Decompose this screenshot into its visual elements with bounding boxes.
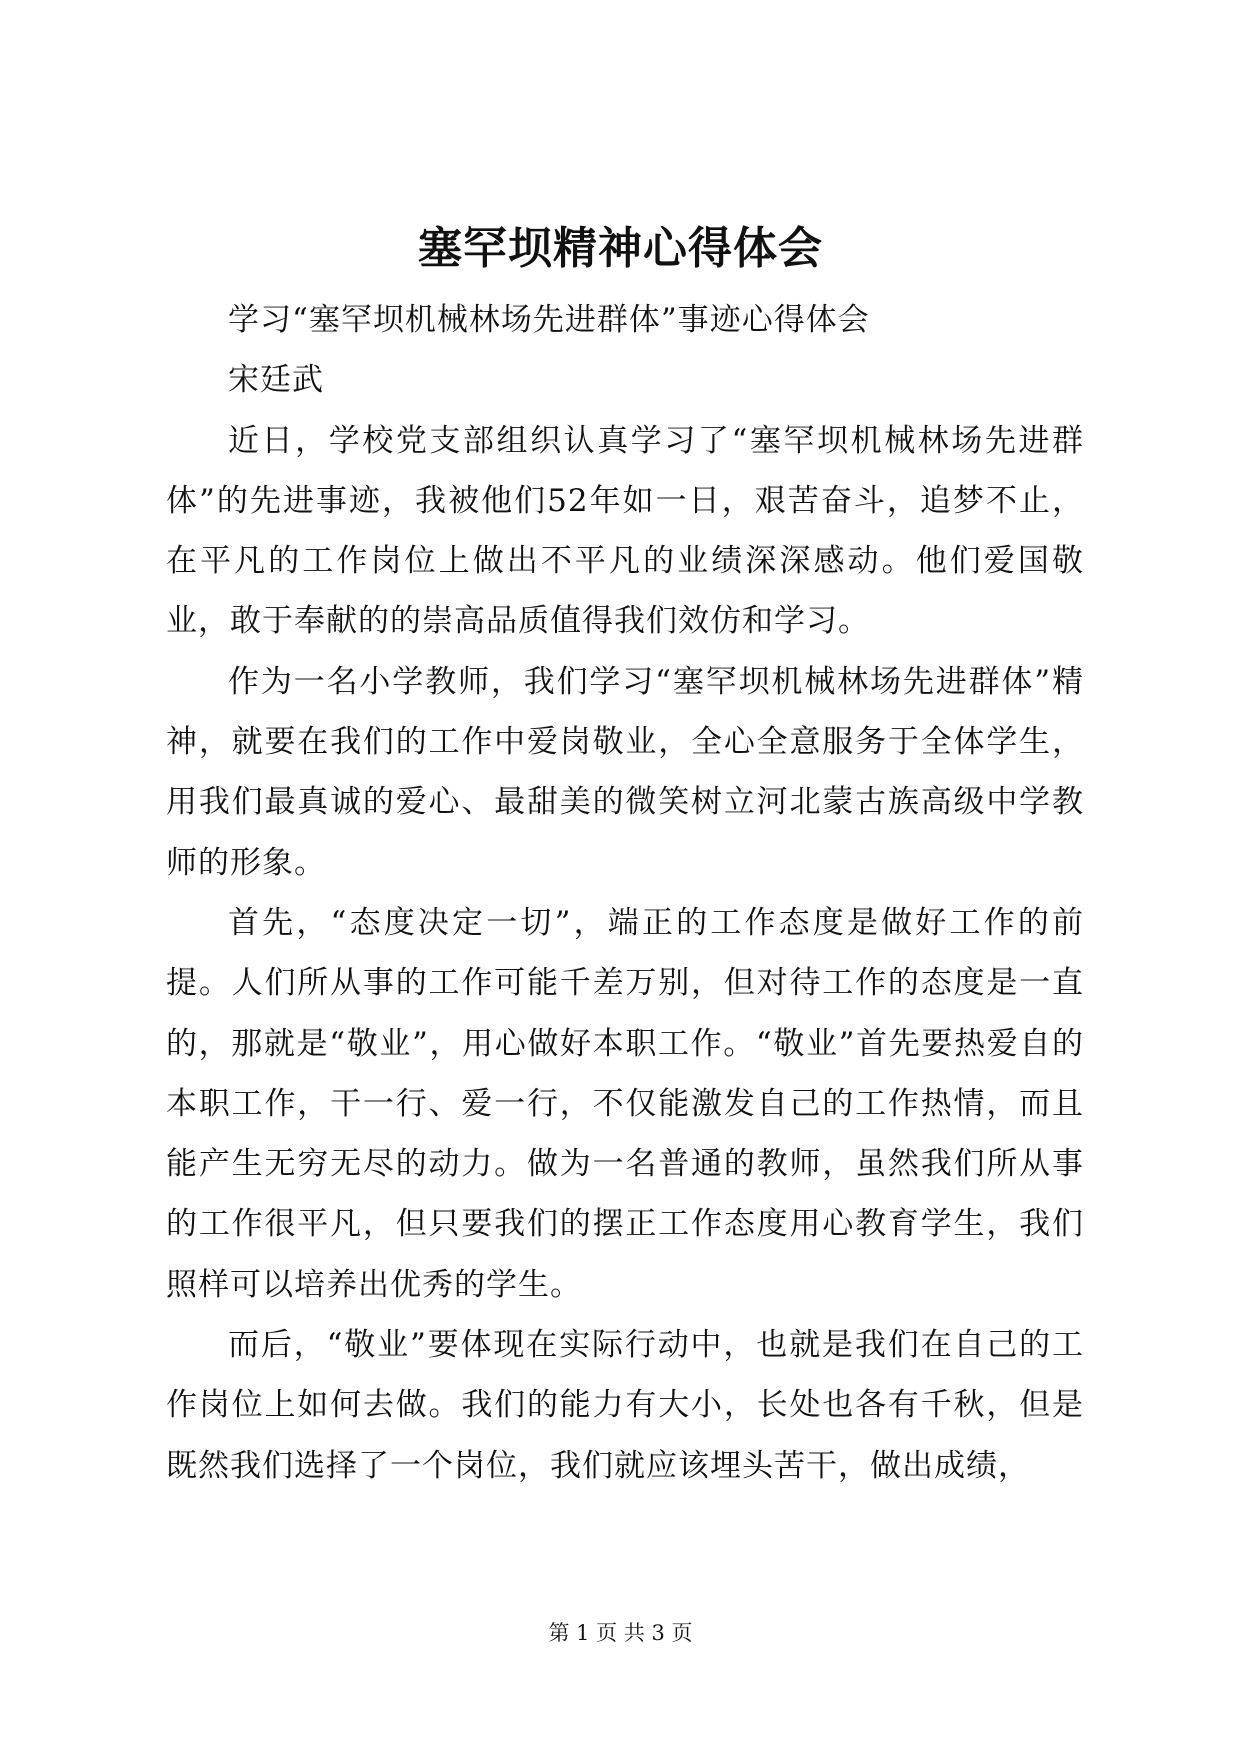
- paragraph: 首先，“态度决定一切”，端正的工作态度是做好工作的前提。人们所从事的工作可能千差万别，但对待工作的态度是一直的，那就是“敬业”，用心做好本职工作。“敬业”首先要热爱自的本职工作，干一行、爱一行，不仅能激发自己的工作热情，而且能产生无穷无尽的动力。做为一名普通的教师，虽然我们所从事的工作很平凡，但只要我们的摆正工作态度用心教育学生，我们照样可以培养出优秀的学生。: [166, 904, 1084, 1303]
- document-title: 塞罕坝精神心得体会: [418, 223, 823, 274]
- paragraph: 作为一名小学教师，我们学习“塞罕坝机械林场先进群体”精神，就要在我们的工作中爱岗敬业，全心全意服务于全体学生，用我们最真诚的爱心、最甜美的微笑树立河北蒙古族高级中学教师的形象。: [166, 663, 1084, 881]
- author-line: 宋廷武: [228, 362, 324, 399]
- page-footer: 第 1 页 共 3 页: [548, 1621, 693, 1645]
- paragraph: 而后，“敬业”要体现在实际行动中，也就是我们在自己的工作岗位上如何去做。我们的能力有大小，长处也各有千秋，但是既然我们选择了一个岗位，我们就应该埋头苦干，做出成绩，: [166, 1327, 1084, 1484]
- document-body: [166, 290, 1084, 1496]
- paragraph: 近日，学校党支部组织认真学习了“塞罕坝机械林场先进群体”的先进事迹，我被他们52年如一日，艰苦奋斗，追梦不止，在平凡的工作岗位上做出不平凡的业绩深深感动。他们爱国敬业，敢于奉献的的崇高品质值得我们效仿和学习。: [166, 422, 1084, 640]
- subtitle-line: 学习“塞罕坝机械林场先进群体”事迹心得体会: [228, 302, 870, 338]
